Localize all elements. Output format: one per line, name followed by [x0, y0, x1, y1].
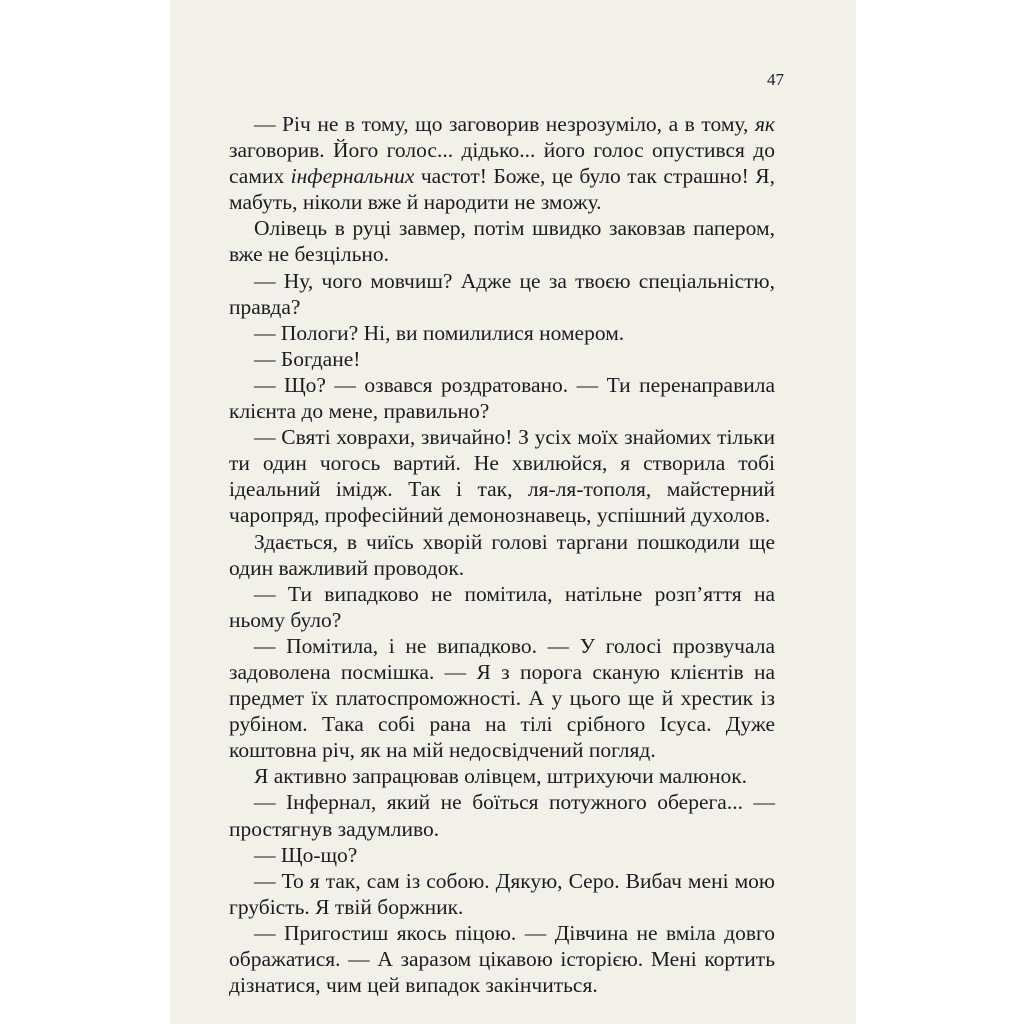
- paragraph: [229, 529, 775, 581]
- paragraph: [229, 633, 775, 763]
- text-run: — Пригостиш якось піцою. — Дівчина не вміла довго ображатися. — А заразом цікавою історією. Мені кортить дізнатися, чим цей випадок закінчиться.: [229, 920, 775, 998]
- paragraph: [229, 581, 775, 633]
- text-run: частот! Боже, це було так страшно! Я, мабуть, ніколи вже й народити не зможу.: [229, 164, 775, 215]
- paragraph: [229, 346, 775, 372]
- text-run: — Річ не в тому, що заговорив незрозуміло, а в тому,: [254, 112, 755, 136]
- paragraph: [229, 789, 775, 841]
- text-run: — Що? — озвався роздратовано. — Ти перенаправила клієнта до мене, правильно?: [229, 372, 775, 424]
- paragraph: [229, 268, 775, 320]
- paragraph: [229, 372, 775, 424]
- text-run: заговорив. Його голос... дідько... його голос опустився до самих: [229, 138, 775, 189]
- text-run: — Помітила, і не випадково. — У голосі прозвучала задоволена посмішка. — Я з порога сканую клієнтів на предмет їх платоспроможності. А у цього ще й хрестик із рубіном. Така собі рана на тілі срібного Ісуса. Дуже коштовна річ, як на мій недосвідчений погляд.: [229, 633, 775, 763]
- text-run: — Богдане!: [254, 346, 361, 371]
- text-run: — Інфернал, який не боїться потужного оберега... — простягнув задумливо.: [229, 790, 775, 841]
- text-run: — Пологи? Ні, ви помилилися номером.: [254, 320, 625, 345]
- text-run: — То я так, сам із собою. Дякую, Серо. Вибач мені мою грубість. Я твій боржник.: [229, 868, 775, 919]
- body-text: [229, 111, 775, 998]
- paragraph: [229, 868, 775, 920]
- paragraph: [229, 215, 775, 267]
- italic-text: як: [754, 112, 775, 136]
- text-run: — Святі ховрахи, звичайно! З усіх моїх знайомих тільки ти один чогось вартий. Не хвилюйся, я створила тобі ідеальний імідж. Так і так, ля-ля-тополя, майстерний чаропряд, професійний демонознавець, успішний духолов.: [229, 425, 775, 528]
- text-run: — Що-що?: [254, 842, 358, 867]
- text-run: Олівець в руці завмер, потім швидко заковзав папером, вже не безцільно.: [229, 216, 775, 267]
- scan-margin-right: [856, 0, 1024, 1024]
- paragraph: [229, 320, 775, 346]
- text-run: Я активно запрацював олівцем, штрихуючи малюнок.: [254, 764, 748, 789]
- paragraph: [229, 424, 775, 528]
- paragraph: [229, 111, 775, 215]
- paragraph: [229, 763, 775, 789]
- text-run: Здається, в чиїсь хворій голові таргани пошкодили ще один важливий проводок.: [229, 529, 775, 580]
- page-number: 47: [767, 70, 784, 89]
- text-run: — Ти випадково не помітила, натільне розп’яття на ньому було?: [229, 581, 775, 632]
- text-run: — Ну, чого мовчиш? Адже це за твоєю спеціальністю, правда?: [229, 268, 775, 319]
- italic-text: інфернальних: [290, 164, 415, 189]
- paragraph: [229, 842, 775, 868]
- scan-margin-left: [0, 0, 170, 1024]
- paragraph: [229, 920, 775, 998]
